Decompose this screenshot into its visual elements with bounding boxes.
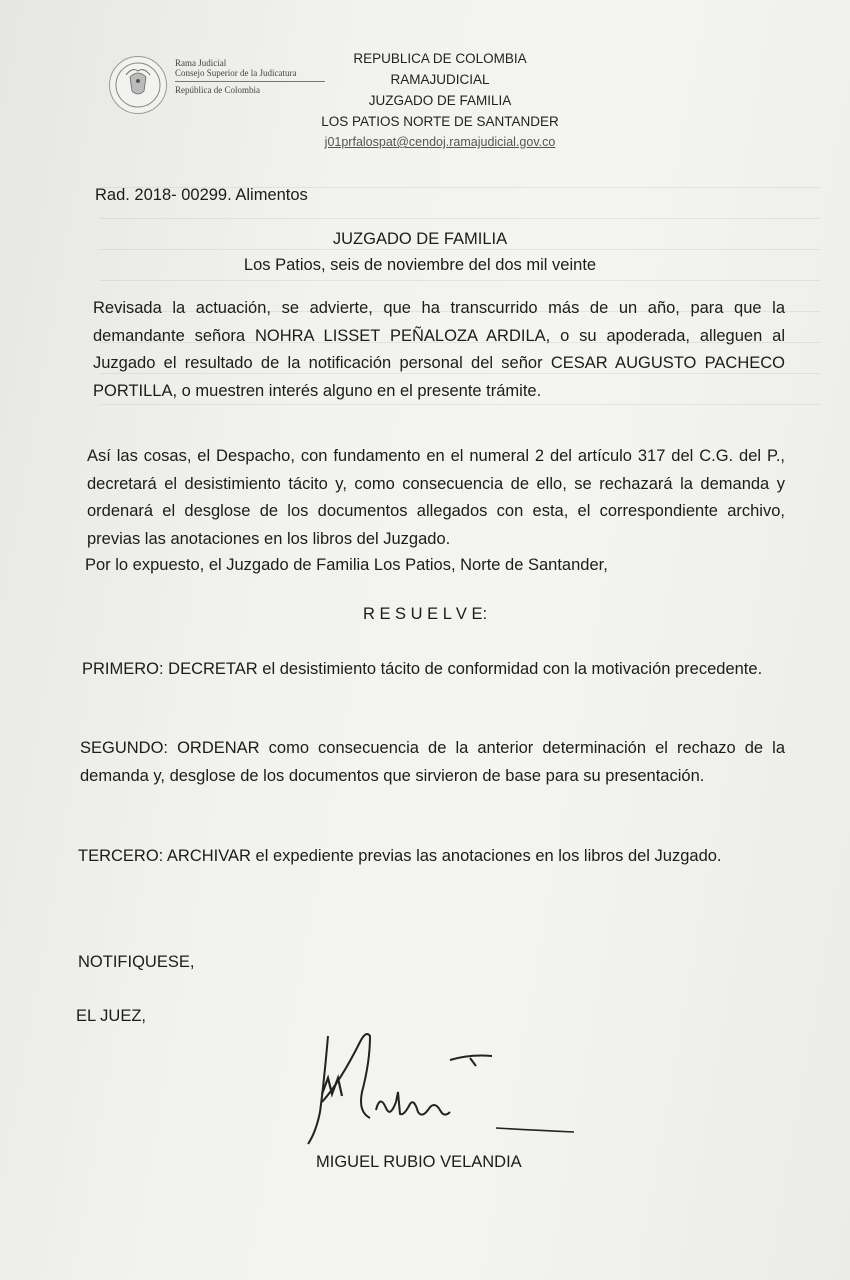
letterhead [105, 48, 585, 158]
resolution-tercero: TERCERO: ARCHIVAR el expediente previas las anotaciones en los libros del Juzgado. [78, 847, 722, 865]
court-line-4: LOS PATIOS NORTE DE SANTANDER [321, 114, 559, 129]
paragraph-1: Revisada la actuación, se advierte, que ha transcurrido más de un año, para que la demandante señora NOHRA LISSET PEÑALOZA ARDILA, o su apoderada, alleguen al Juzgado el resultado de la notificación personal del señor CESAR AUGUSTO PACHECO PORTILLA, o muestren interés alguno en el presente trámite. [93, 299, 785, 400]
resuelve-heading: R E S U E L V E: [362, 605, 488, 623]
resolution-primero: PRIMERO: DECRETAR el desistimiento tácito de conformidad con la motivación precedente. [82, 660, 763, 678]
el-juez-label: EL JUEZ, [76, 1007, 146, 1025]
judge-name: MIGUEL RUBIO VELANDIA [316, 1153, 522, 1171]
paragraph-3: Por lo expuesto, el Juzgado de Familia Los Patios, Norte de Santander, [85, 556, 608, 574]
radicado: Rad. 2018- 00299. Alimentos [95, 186, 308, 204]
court-line-2: RAMAJUDICIAL [390, 72, 490, 87]
notifiquese: NOTIFIQUESE, [78, 953, 195, 971]
court-line-3: JUZGADO DE FAMILIA [368, 93, 512, 108]
court-email: j01prfalospat@cendoj.ramajudicial.gov.co [324, 135, 556, 149]
logo-line-1: Rama Judicial [175, 58, 227, 68]
date-line: Los Patios, seis de noviembre del dos mil veinte [243, 256, 597, 274]
court-heading [295, 48, 585, 153]
paragraph-2: Así las cosas, el Despacho, con fundamento en el numeral 2 del artículo 317 del C.G. del P., decretará el desistimiento tácito y, como consecuencia de ello, se rechazará la demanda y ordenará el desglose de los documentos allegados con esta, el correspondiente archivo, previas las anotaciones en los libros del Juzgado. [87, 447, 785, 548]
handwritten-signature [300, 1022, 590, 1152]
logo-line-2: Consejo Superior de la Judicatura [175, 68, 297, 78]
logo-line-3: República de Colombia [175, 85, 260, 95]
court-title: JUZGADO DE FAMILIA [332, 230, 508, 248]
colombia-coat-of-arms-icon [109, 56, 167, 114]
court-line-1: REPUBLICA DE COLOMBIA [353, 51, 527, 66]
resolution-segundo: SEGUNDO: ORDENAR como consecuencia de la anterior determinación el rechazo de la demanda y, desglose de los documentos que sirvieron de base para su presentación. [80, 739, 785, 785]
